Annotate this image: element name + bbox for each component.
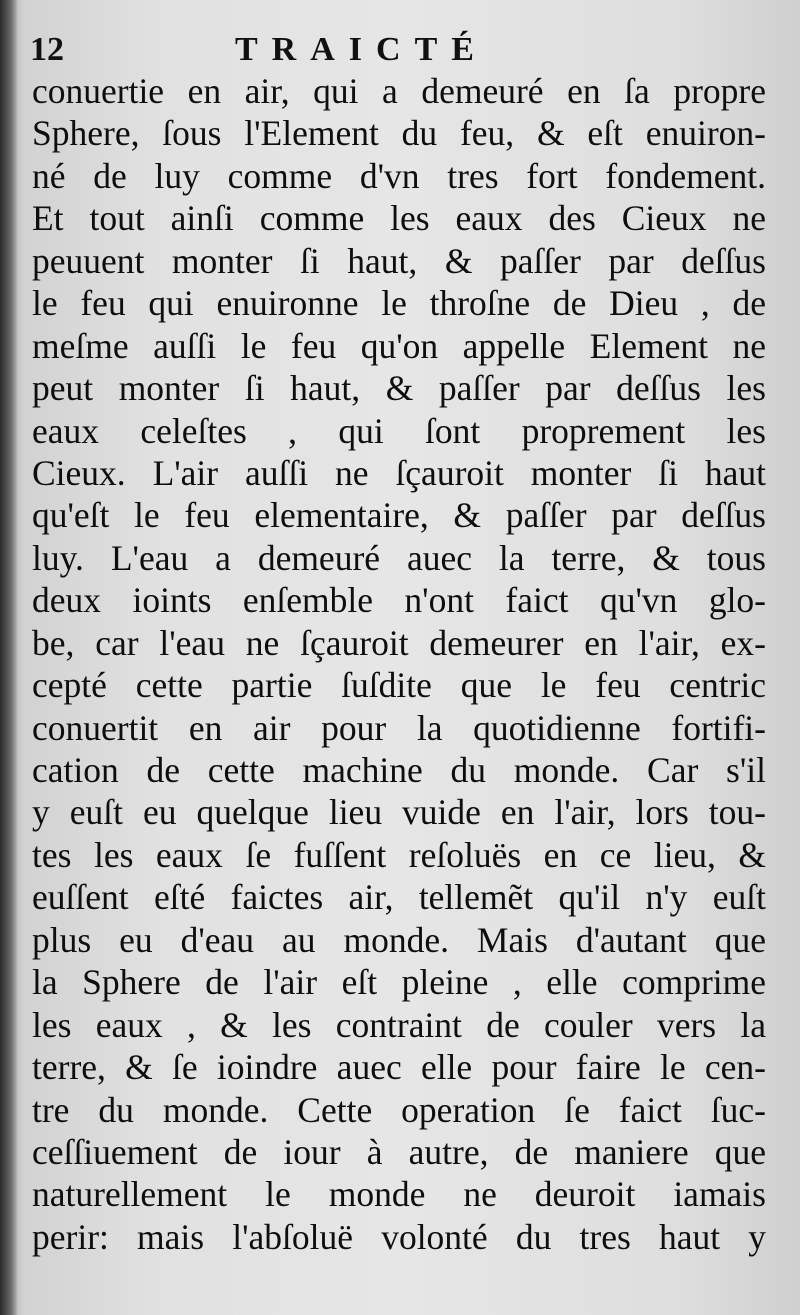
text-line: tes les eaux ſe fuſſent reſoluës en ce lieu, & xyxy=(32,834,766,875)
text-line: plus eu d'eau au monde. Mais d'autant que xyxy=(32,919,766,960)
text-line: naturellement le monde ne deuroit iamais xyxy=(32,1174,766,1215)
text-line: y euſt eu quelque lieu vuide en l'air, lors tou- xyxy=(32,792,766,833)
text-line: la Sphere de l'air eſt pleine , elle comprime xyxy=(32,962,766,1003)
text-line: peuuent monter ſi haut, & paſſer par deſſus xyxy=(32,240,766,281)
text-line: be, car l'eau ne ſçauroit demeurer en l'air, ex- xyxy=(32,622,766,663)
text-line: perir: mais l'abſoluë volonté du tres haut y xyxy=(32,1216,766,1257)
text-line: peut monter ſi haut, & paſſer par deſſus les xyxy=(32,368,766,409)
text-line: cation de cette machine du monde. Car s'il xyxy=(32,750,766,790)
text-line: Et tout ainſi comme les eaux des Cieux ne xyxy=(32,198,766,239)
text-line: meſme auſſi le feu qu'on appelle Element ne xyxy=(32,325,766,366)
page-gutter-shadow xyxy=(0,0,18,1315)
text-line: conuertie en air, qui a demeuré en ſa propre xyxy=(32,71,766,111)
text-line: conuertit en air pour la quotidienne fortifi- xyxy=(32,707,766,748)
running-title: TRAICTÉ xyxy=(235,31,488,68)
text-line: qu'eſt le feu elementaire, & paſſer par deſſus xyxy=(32,495,766,536)
text-line: eaux celeſtes , qui ſont proprement les xyxy=(32,410,766,451)
text-line: Sphere, ſous l'Element du feu, & eſt enuiron- xyxy=(32,113,766,154)
text-line: deux ioints enſemble n'ont faict qu'vn glo- xyxy=(32,580,766,621)
page-number: 12 xyxy=(30,31,64,68)
text-line: tre du monde. Cette operation ſe faict ſuc- xyxy=(32,1089,766,1130)
text-line: luy. L'eau a demeuré auec la terre, & tous xyxy=(32,537,766,578)
text-line: le feu qui enuironne le throſne de Dieu , de xyxy=(32,283,766,324)
text-line: euſſent eſté faictes air, tellemẽt qu'il n'y euſt xyxy=(32,877,766,918)
text-line: terre, & ſe ioindre auec elle pour faire le cen- xyxy=(32,1047,766,1088)
text-line: cepté cette partie ſuſdite que le feu centric xyxy=(32,665,766,706)
text-line: ceſſiuement de iour à autre, de maniere que xyxy=(32,1131,766,1172)
text-line: né de luy comme d'vn tres fort fondement. xyxy=(32,155,766,196)
text-line: Cieux. L'air auſſi ne ſçauroit monter ſi haut xyxy=(32,452,766,493)
page-header xyxy=(30,30,770,70)
body-text xyxy=(32,70,766,1258)
text-line: les eaux , & les contraint de couler vers la xyxy=(32,1004,766,1045)
